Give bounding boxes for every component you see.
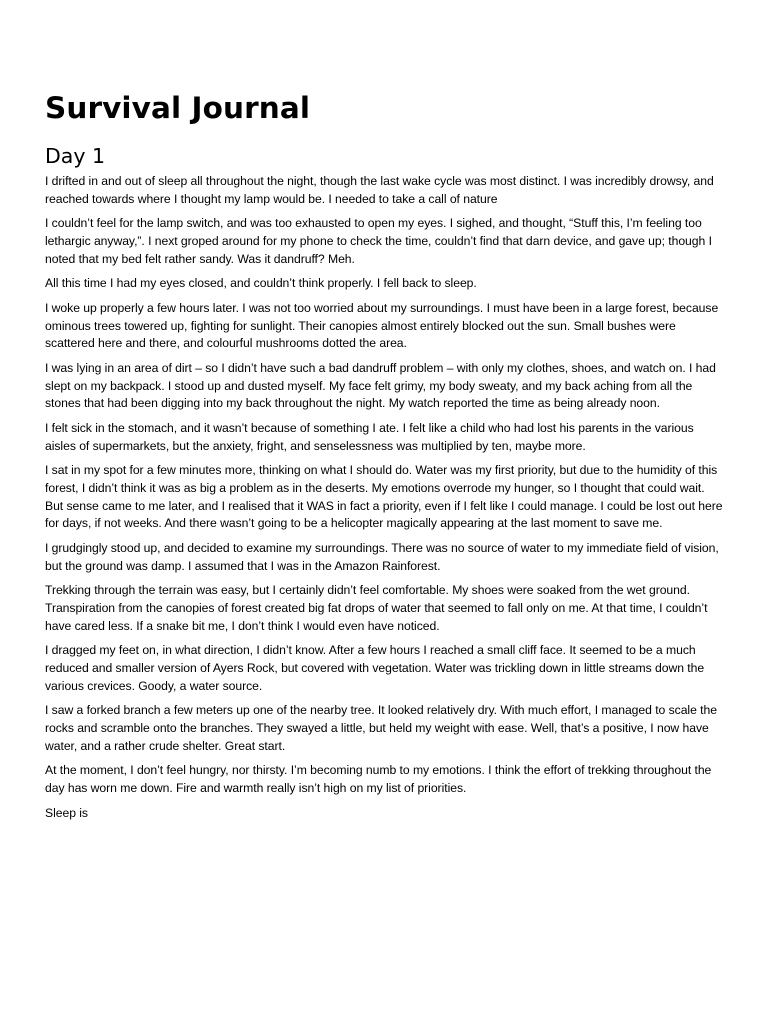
journal-paragraph: Sleep is <box>45 805 88 820</box>
journal-paragraph: I woke up properly a few hours later. I was not too worried about my surroundings. I must have been in a large forest, because ominous trees towered up, fighting for sunlight. Their canopies almost entirely blocked out the sun. Small bushes were scattered here and there, and colourful mushrooms dotted the area. <box>45 301 719 351</box>
journal-page <box>45 88 725 829</box>
journal-paragraph: I saw a forked branch a few meters up one of the nearby tree. It looked relatively dry. With much effort, I managed to scale the rocks and scramble onto the branches. They swayed a little, but held my weight with ease. Well, that’s a positive, I now have water, and a rather crude shelter. Great start. <box>45 703 717 753</box>
journal-paragraph: I couldn’t feel for the lamp switch, and was too exhausted to open my eyes. I sighed, and thought, “Stuff this, I’m feeling too lethargic anyway,”. I next groped around for my phone to check the time, couldn’t find that darn device, and gave up; though I noted that my bed felt rather sandy. Was it dandruff? Meh. <box>45 216 712 266</box>
day-heading: Day 1 <box>45 144 106 168</box>
journal-paragraph: I grudgingly stood up, and decided to examine my surroundings. There was no source of water to my immediate field of vision, but the ground was damp. I assumed that I was in the Amazon Rainforest. <box>45 541 719 573</box>
journal-paragraph: I sat in my spot for a few minutes more, thinking on what I should do. Water was my first priority, but due to the humidity of this forest, I didn’t think it was as big a problem as in the deserts. My emotions overrode my hunger, so I thought that could wait. But sense came to me later, and I realised that it WAS in fact a priority, even if I felt like I could manage. I could be lost out here for days, if not weeks. And there wasn’t going to be a helicopter magically appearing at the last moment to save me. <box>45 463 723 531</box>
journal-paragraph: All this time I had my eyes closed, and couldn’t think properly. I fell back to sleep. <box>45 276 477 291</box>
document-title: Survival Journal <box>45 91 311 125</box>
journal-paragraph: I was lying in an area of dirt – so I didn’t have such a bad dandruff problem – with only my clothes, shoes, and watch on. I had slept on my backpack. I stood up and dusted myself. My face felt grimy, my body sweaty, and my back aching from all the stones that had been digging into my back throughout the night. My watch reported the time as being already noon. <box>45 361 716 411</box>
journal-paragraph: I dragged my feet on, in what direction, I didn’t know. After a few hours I reached a small cliff face. It seemed to be a much reduced and smaller version of Ayers Rock, but covered with vegetation. Water was trickling down in little streams down the various crevices. Goody, a water source. <box>45 643 705 693</box>
journal-paragraph: I drifted in and out of sleep all throughout the night, though the last wake cycle was most distinct. I was incredibly drowsy, and reached towards where I thought my lamp would be. I needed to take a call of nature <box>45 174 714 206</box>
journal-paragraph: Trekking through the terrain was easy, but I certainly didn’t feel comfortable. My shoes were soaked from the wet ground. Transpiration from the canopies of forest created big fat drops of water that seemed to fall only on me. At that time, I couldn’t have cared less. If a snake bit me, I don’t think I would even have noticed. <box>45 583 708 633</box>
journal-paragraph: I felt sick in the stomach, and it wasn’t because of something I ate. I felt like a child who had lost his parents in the various aisles of supermarkets, but the anxiety, fright, and senselessness was multiplied by ten, maybe more. <box>45 421 694 453</box>
journal-paragraph: At the moment, I don’t feel hungry, nor thirsty. I’m becoming numb to my emotions. I think the effort of trekking throughout the day has worn me down. Fire and warmth really isn’t high on my list of priorities. <box>45 763 712 795</box>
